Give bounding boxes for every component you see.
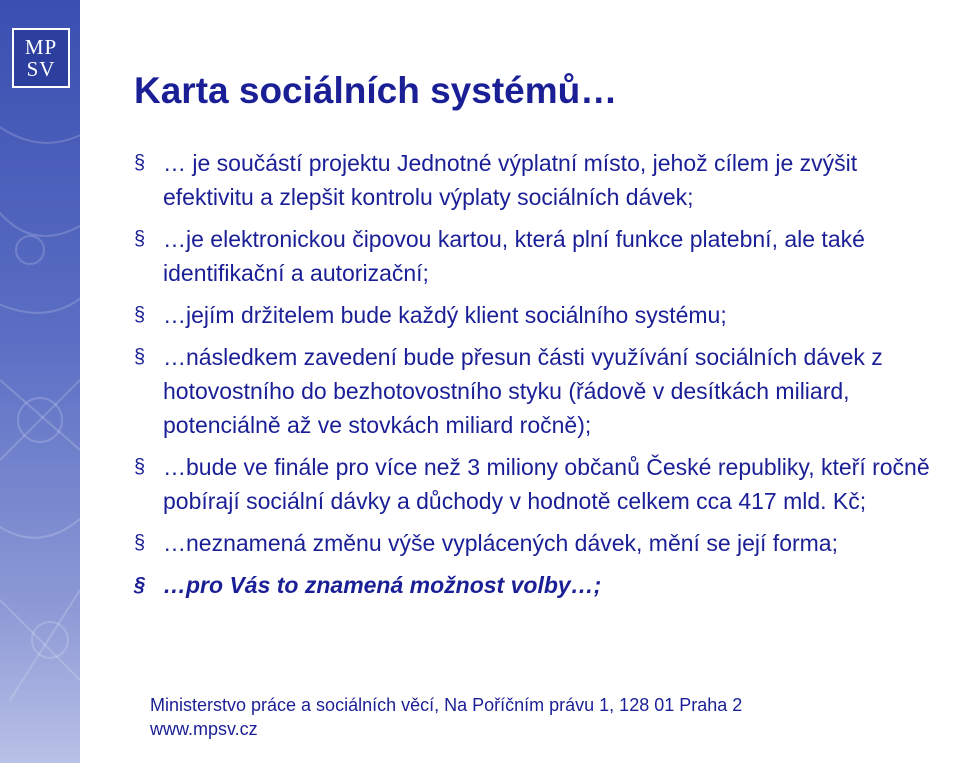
bullet-marker: § [134,152,146,174]
bullet-item [134,222,954,290]
bullet-text: …jejím držitelem bude každý klient sociálního systému; [163,302,727,328]
mpsv-logo[interactable] [12,28,70,88]
bullet-item [134,526,954,560]
bullet-marker: § [134,574,146,596]
bullet-marker: § [134,532,146,554]
slide-title: Karta sociálních systémů… [134,70,618,111]
bullet-text: …následkem zavedení bude přesun části využívání sociálních dávek z hotovostního do bezhotovostního styku (řádově v desítkách miliard, potenciálně až ve stovkách miliard ročně); [163,344,883,438]
bullet-item [134,340,954,442]
bullet-text: …pro Vás to znamená možnost volby…; [163,572,602,598]
logo-line2: SV [26,57,56,81]
bullet-marker: § [134,346,146,368]
bullet-marker: § [134,304,146,326]
bullet-text: …bude ve finále pro více než 3 miliony občanů České republiky, kteří ročně pobírají sociální dávky a důchody v hodnotě celkem cca 417 mld. Kč; [163,454,930,514]
bullet-marker: § [134,228,146,250]
bullet-item [134,298,954,332]
footer-url[interactable]: www.mpsv.cz [150,719,258,739]
bullet-item-emphasis [134,568,954,602]
bullet-list [134,146,954,610]
bullet-text: … je součástí projektu Jednotné výplatní místo, jehož cílem je zvýšit efektivitu a zlepšit kontrolu výplaty sociálních dávek; [163,150,858,210]
bullet-marker: § [134,456,146,478]
bullet-item [134,146,954,214]
bullet-text: …neznamená změnu výše vyplácených dávek, mění se její forma; [163,530,838,556]
footer [150,693,742,741]
bullet-item [134,450,954,518]
bullet-text: …je elektronickou čipovou kartou, která plní funkce platební, ale také identifikační a autorizační; [163,226,865,286]
sidebar-decoration [0,0,80,763]
logo-line1: MP [24,35,58,59]
footer-address: Ministerstvo práce a sociálních věcí, Na Poříčním právu 1, 128 01 Praha 2 [150,695,743,715]
sidebar-pattern [0,0,80,763]
